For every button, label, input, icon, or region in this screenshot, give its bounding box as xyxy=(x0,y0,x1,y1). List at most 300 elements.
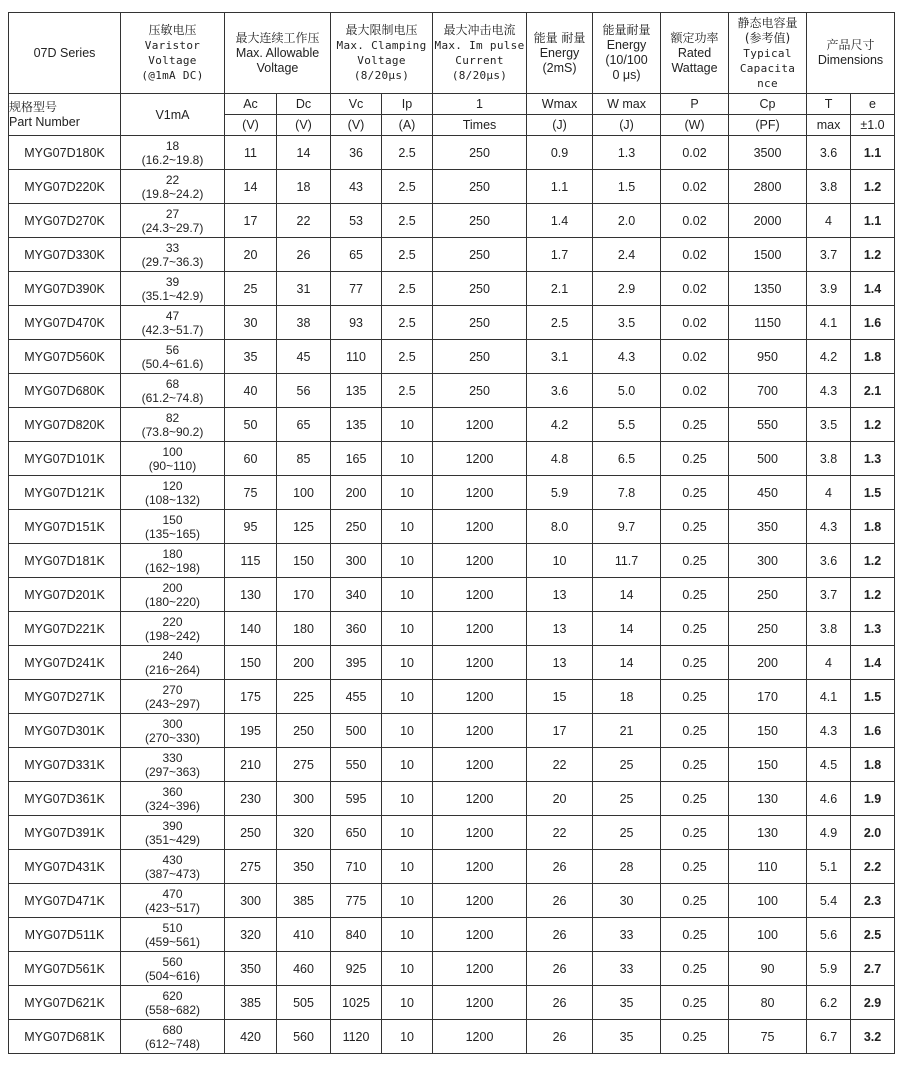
nominal-voltage: 120 xyxy=(162,478,183,493)
capacitance-value: 90 xyxy=(729,952,807,986)
energy-10-1000-value: 14 xyxy=(593,646,661,680)
ip-value: 2.5 xyxy=(382,238,433,272)
varistor-voltage xyxy=(121,612,225,646)
dc-value: 38 xyxy=(277,306,331,340)
part-number: MYG07D621K xyxy=(9,986,121,1020)
table-row xyxy=(9,170,895,204)
energy-2ms-value: 3.1 xyxy=(527,340,593,374)
nominal-voltage: 620 xyxy=(162,988,183,1003)
symbol-vc: Vc xyxy=(331,94,382,115)
table-row xyxy=(9,986,895,1020)
ip-value: 10 xyxy=(382,816,433,850)
lead-spacing-value: 1.8 xyxy=(851,340,895,374)
voltage-range: (135~165) xyxy=(144,526,201,541)
part-number: MYG07D330K xyxy=(9,238,121,272)
nominal-voltage: 360 xyxy=(162,784,183,799)
ip-value: 10 xyxy=(382,510,433,544)
thickness-value: 3.8 xyxy=(807,612,851,646)
voltage-range: (90~110) xyxy=(148,458,197,473)
ac-value: 11 xyxy=(225,136,277,170)
voltage-range: (243~297) xyxy=(144,696,201,711)
ip-value: 10 xyxy=(382,646,433,680)
ip-value: 2.5 xyxy=(382,272,433,306)
nominal-voltage: 270 xyxy=(162,682,183,697)
vc-value: 595 xyxy=(331,782,382,816)
table-row xyxy=(9,680,895,714)
energy-2ms-value: 26 xyxy=(527,986,593,1020)
ac-value: 230 xyxy=(225,782,277,816)
table-row xyxy=(9,646,895,680)
varistor-voltage xyxy=(121,1020,225,1054)
thickness-value: 5.4 xyxy=(807,884,851,918)
varistor-voltage xyxy=(121,170,225,204)
impulse-times: 1200 xyxy=(433,714,527,748)
rated-wattage-value: 0.25 xyxy=(661,544,729,578)
nominal-voltage: 330 xyxy=(162,750,183,765)
rated-wattage-value: 0.25 xyxy=(661,850,729,884)
thickness-value: 3.8 xyxy=(807,442,851,476)
ac-value: 30 xyxy=(225,306,277,340)
capacitance-value: 75 xyxy=(729,1020,807,1054)
energy-2ms-value: 26 xyxy=(527,850,593,884)
capacitance-value: 130 xyxy=(729,816,807,850)
symbol-e: e xyxy=(851,94,895,115)
vc-value: 840 xyxy=(331,918,382,952)
lead-spacing-value: 2.2 xyxy=(851,850,895,884)
lead-spacing-value: 1.8 xyxy=(851,748,895,782)
energy-10-1000-value: 5.0 xyxy=(593,374,661,408)
voltage-range: (612~748) xyxy=(144,1036,201,1051)
rated-wattage-value: 0.25 xyxy=(661,442,729,476)
capacitance-value: 1500 xyxy=(729,238,807,272)
lead-spacing-value: 1.6 xyxy=(851,306,895,340)
rated-wattage-value: 0.02 xyxy=(661,306,729,340)
unit-vc: (V) xyxy=(331,115,382,136)
vc-value: 500 xyxy=(331,714,382,748)
vc-value: 300 xyxy=(331,544,382,578)
ac-value: 150 xyxy=(225,646,277,680)
energy-10-1000-value: 2.4 xyxy=(593,238,661,272)
voltage-range: (162~198) xyxy=(144,560,201,575)
energy-10-1000-value: 14 xyxy=(593,612,661,646)
part-number: MYG07D431K xyxy=(9,850,121,884)
dc-value: 320 xyxy=(277,816,331,850)
energy-2ms-value: 1.1 xyxy=(527,170,593,204)
capacitance-value: 150 xyxy=(729,748,807,782)
table-row xyxy=(9,374,895,408)
ip-value: 2.5 xyxy=(382,170,433,204)
part-number: MYG07D331K xyxy=(9,748,121,782)
unit-p: (W) xyxy=(661,115,729,136)
energy-2ms-value: 17 xyxy=(527,714,593,748)
symbol-dc: Dc xyxy=(277,94,331,115)
part-number: MYG07D301K xyxy=(9,714,121,748)
thickness-value: 4.1 xyxy=(807,306,851,340)
dc-value: 505 xyxy=(277,986,331,1020)
table-row xyxy=(9,578,895,612)
part-number: MYG07D390K xyxy=(9,272,121,306)
energy-2ms-header: 能量 耐量 Energy (2mS) xyxy=(527,13,593,94)
varistor-voltage xyxy=(121,374,225,408)
lead-spacing-value: 2.5 xyxy=(851,918,895,952)
dc-value: 385 xyxy=(277,884,331,918)
vc-value: 340 xyxy=(331,578,382,612)
varistor-voltage xyxy=(121,544,225,578)
part-number-header: 规格型号 Part Number xyxy=(9,94,121,136)
capacitance-value: 110 xyxy=(729,850,807,884)
voltage-range: (558~682) xyxy=(144,1002,201,1017)
thickness-value: 3.8 xyxy=(807,170,851,204)
voltage-range: (50.4~61.6) xyxy=(141,356,204,371)
part-number: MYG07D121K xyxy=(9,476,121,510)
energy-10-1000-value: 25 xyxy=(593,748,661,782)
varistor-voltage xyxy=(121,306,225,340)
vc-value: 360 xyxy=(331,612,382,646)
voltage-range: (73.8~90.2) xyxy=(141,424,204,439)
lead-spacing-value: 1.1 xyxy=(851,204,895,238)
impulse-times: 1200 xyxy=(433,918,527,952)
part-number: MYG07D561K xyxy=(9,952,121,986)
nominal-voltage: 560 xyxy=(162,954,183,969)
impulse-times: 1200 xyxy=(433,782,527,816)
rated-wattage-value: 0.25 xyxy=(661,782,729,816)
impulse-current-header: 最大冲击电流 Max. Im pulse Current (8/20μs) xyxy=(433,13,527,94)
dc-value: 18 xyxy=(277,170,331,204)
energy-2ms-value: 5.9 xyxy=(527,476,593,510)
ac-value: 250 xyxy=(225,816,277,850)
lead-spacing-value: 2.7 xyxy=(851,952,895,986)
voltage-range: (297~363) xyxy=(144,764,201,779)
impulse-times: 250 xyxy=(433,340,527,374)
v1ma-header: V1mA xyxy=(121,94,225,136)
allowable-voltage-header: 最大连续工作压 Max. Allowable Voltage xyxy=(225,13,331,94)
thickness-value: 4.3 xyxy=(807,374,851,408)
nominal-voltage: 47 xyxy=(165,308,180,323)
lead-spacing-value: 1.2 xyxy=(851,544,895,578)
varistor-voltage xyxy=(121,408,225,442)
impulse-times: 250 xyxy=(433,238,527,272)
varistor-spec-table xyxy=(8,12,895,1054)
table-row xyxy=(9,136,895,170)
ip-value: 10 xyxy=(382,680,433,714)
dc-value: 26 xyxy=(277,238,331,272)
lead-spacing-value: 1.4 xyxy=(851,646,895,680)
capacitance-value: 80 xyxy=(729,986,807,1020)
varistor-voltage xyxy=(121,986,225,1020)
vc-value: 1120 xyxy=(331,1020,382,1054)
voltage-range: (180~220) xyxy=(144,594,201,609)
ip-value: 10 xyxy=(382,544,433,578)
thickness-value: 3.6 xyxy=(807,544,851,578)
thickness-value: 4.6 xyxy=(807,782,851,816)
voltage-range: (270~330) xyxy=(144,730,201,745)
varistor-voltage xyxy=(121,782,225,816)
lead-spacing-value: 1.6 xyxy=(851,714,895,748)
impulse-times: 1200 xyxy=(433,510,527,544)
vc-value: 77 xyxy=(331,272,382,306)
ip-value: 10 xyxy=(382,748,433,782)
capacitance-value: 2000 xyxy=(729,204,807,238)
energy-2ms-value: 4.2 xyxy=(527,408,593,442)
ac-value: 20 xyxy=(225,238,277,272)
series-title: 07D Series xyxy=(9,13,121,94)
dc-value: 65 xyxy=(277,408,331,442)
energy-2ms-value: 22 xyxy=(527,816,593,850)
impulse-times: 1200 xyxy=(433,612,527,646)
ac-value: 175 xyxy=(225,680,277,714)
nominal-voltage: 180 xyxy=(162,546,183,561)
voltage-range: (29.7~36.3) xyxy=(141,254,204,269)
varistor-voltage xyxy=(121,272,225,306)
header-row-symbols xyxy=(9,94,895,115)
dc-value: 560 xyxy=(277,1020,331,1054)
vc-value: 200 xyxy=(331,476,382,510)
energy-10-1000-value: 21 xyxy=(593,714,661,748)
ac-value: 50 xyxy=(225,408,277,442)
impulse-times: 250 xyxy=(433,272,527,306)
ac-value: 17 xyxy=(225,204,277,238)
rated-wattage-value: 0.02 xyxy=(661,238,729,272)
voltage-range: (61.2~74.8) xyxy=(141,390,204,405)
table-row xyxy=(9,748,895,782)
table-row xyxy=(9,340,895,374)
ip-value: 2.5 xyxy=(382,374,433,408)
voltage-range: (387~473) xyxy=(144,866,201,881)
varistor-voltage xyxy=(121,850,225,884)
lead-spacing-value: 2.0 xyxy=(851,816,895,850)
ac-value: 420 xyxy=(225,1020,277,1054)
vc-value: 455 xyxy=(331,680,382,714)
symbol-wmax: Wmax xyxy=(527,94,593,115)
vc-value: 36 xyxy=(331,136,382,170)
nominal-voltage: 510 xyxy=(162,920,183,935)
ip-value: 2.5 xyxy=(382,340,433,374)
lead-spacing-value: 1.2 xyxy=(851,578,895,612)
table-row xyxy=(9,476,895,510)
thickness-value: 3.9 xyxy=(807,272,851,306)
nominal-voltage: 39 xyxy=(165,274,180,289)
thickness-value: 4 xyxy=(807,204,851,238)
voltage-range: (351~429) xyxy=(144,832,201,847)
ac-value: 385 xyxy=(225,986,277,1020)
energy-10-1000-value: 7.8 xyxy=(593,476,661,510)
energy-10-1000-header: 能量耐量 Energy (10/100 0 μs) xyxy=(593,13,661,94)
part-number: MYG07D470K xyxy=(9,306,121,340)
voltage-range: (423~517) xyxy=(144,900,201,915)
impulse-times: 1200 xyxy=(433,748,527,782)
ip-value: 2.5 xyxy=(382,136,433,170)
energy-2ms-value: 13 xyxy=(527,578,593,612)
energy-2ms-value: 3.6 xyxy=(527,374,593,408)
dc-value: 22 xyxy=(277,204,331,238)
impulse-times: 1200 xyxy=(433,1020,527,1054)
part-number: MYG07D151K xyxy=(9,510,121,544)
vc-value: 550 xyxy=(331,748,382,782)
energy-2ms-value: 26 xyxy=(527,884,593,918)
rated-wattage-value: 0.02 xyxy=(661,136,729,170)
energy-2ms-value: 0.9 xyxy=(527,136,593,170)
energy-2ms-value: 1.4 xyxy=(527,204,593,238)
part-number: MYG07D511K xyxy=(9,918,121,952)
rated-wattage-value: 0.25 xyxy=(661,578,729,612)
table-row xyxy=(9,884,895,918)
table-row xyxy=(9,782,895,816)
rated-wattage-value: 0.25 xyxy=(661,918,729,952)
ac-value: 60 xyxy=(225,442,277,476)
ip-value: 10 xyxy=(382,442,433,476)
capacitance-value: 700 xyxy=(729,374,807,408)
impulse-times: 1200 xyxy=(433,408,527,442)
part-number: MYG07D101K xyxy=(9,442,121,476)
ac-value: 210 xyxy=(225,748,277,782)
part-number: MYG07D820K xyxy=(9,408,121,442)
nominal-voltage: 22 xyxy=(165,172,180,187)
voltage-range: (35.1~42.9) xyxy=(141,288,204,303)
vc-value: 135 xyxy=(331,408,382,442)
energy-2ms-value: 2.1 xyxy=(527,272,593,306)
thickness-value: 4.1 xyxy=(807,680,851,714)
ac-value: 35 xyxy=(225,340,277,374)
capacitance-header: 静态电容量 (参考值) Typical Capacita nce xyxy=(729,13,807,94)
part-number: MYG07D180K xyxy=(9,136,121,170)
ip-value: 10 xyxy=(382,918,433,952)
capacitance-value: 950 xyxy=(729,340,807,374)
capacitance-value: 1350 xyxy=(729,272,807,306)
vc-value: 43 xyxy=(331,170,382,204)
capacitance-value: 250 xyxy=(729,578,807,612)
rated-wattage-value: 0.25 xyxy=(661,510,729,544)
part-number: MYG07D220K xyxy=(9,170,121,204)
thickness-value: 5.1 xyxy=(807,850,851,884)
lead-spacing-value: 1.8 xyxy=(851,510,895,544)
impulse-times: 250 xyxy=(433,306,527,340)
varistor-voltage xyxy=(121,136,225,170)
ac-value: 300 xyxy=(225,884,277,918)
unit-times: Times xyxy=(433,115,527,136)
table-row xyxy=(9,1020,895,1054)
dc-value: 14 xyxy=(277,136,331,170)
vc-value: 93 xyxy=(331,306,382,340)
rated-wattage-value: 0.25 xyxy=(661,408,729,442)
vc-value: 110 xyxy=(331,340,382,374)
symbol-times: 1 xyxy=(433,94,527,115)
rated-wattage-value: 0.25 xyxy=(661,714,729,748)
energy-2ms-value: 2.5 xyxy=(527,306,593,340)
impulse-times: 1200 xyxy=(433,476,527,510)
nominal-voltage: 150 xyxy=(162,512,183,527)
symbol-ip: Ip xyxy=(382,94,433,115)
lead-spacing-value: 1.5 xyxy=(851,476,895,510)
voltage-range: (19.8~24.2) xyxy=(141,186,204,201)
part-number: MYG07D201K xyxy=(9,578,121,612)
dc-value: 200 xyxy=(277,646,331,680)
energy-2ms-value: 10 xyxy=(527,544,593,578)
nominal-voltage: 430 xyxy=(162,852,183,867)
nominal-voltage: 240 xyxy=(162,648,183,663)
voltage-range: (198~242) xyxy=(144,628,201,643)
rated-wattage-value: 0.25 xyxy=(661,646,729,680)
voltage-range: (24.3~29.7) xyxy=(141,220,204,235)
dc-value: 31 xyxy=(277,272,331,306)
rated-wattage-value: 0.25 xyxy=(661,612,729,646)
varistor-voltage xyxy=(121,204,225,238)
symbol-ac: Ac xyxy=(225,94,277,115)
ip-value: 2.5 xyxy=(382,306,433,340)
dc-value: 170 xyxy=(277,578,331,612)
capacitance-value: 100 xyxy=(729,918,807,952)
ip-value: 10 xyxy=(382,578,433,612)
part-number: MYG07D221K xyxy=(9,612,121,646)
rated-wattage-value: 0.25 xyxy=(661,884,729,918)
table-row xyxy=(9,544,895,578)
part-number: MYG07D361K xyxy=(9,782,121,816)
table-row xyxy=(9,408,895,442)
ip-value: 10 xyxy=(382,850,433,884)
table-row xyxy=(9,816,895,850)
thickness-value: 4 xyxy=(807,646,851,680)
energy-10-1000-value: 2.0 xyxy=(593,204,661,238)
lead-spacing-value: 1.1 xyxy=(851,136,895,170)
energy-10-1000-value: 9.7 xyxy=(593,510,661,544)
thickness-value: 6.2 xyxy=(807,986,851,1020)
capacitance-value: 150 xyxy=(729,714,807,748)
lead-spacing-value: 2.1 xyxy=(851,374,895,408)
voltage-range: (324~396) xyxy=(144,798,201,813)
energy-10-1000-value: 25 xyxy=(593,816,661,850)
symbol-p: P xyxy=(661,94,729,115)
table-row xyxy=(9,714,895,748)
symbol-t: T xyxy=(807,94,851,115)
part-number: MYG07D391K xyxy=(9,816,121,850)
energy-10-1000-value: 11.7 xyxy=(593,544,661,578)
ip-value: 10 xyxy=(382,986,433,1020)
energy-10-1000-value: 4.3 xyxy=(593,340,661,374)
varistor-voltage xyxy=(121,952,225,986)
ac-value: 275 xyxy=(225,850,277,884)
varistor-voltage xyxy=(121,680,225,714)
thickness-value: 4.5 xyxy=(807,748,851,782)
energy-2ms-value: 4.8 xyxy=(527,442,593,476)
rated-wattage-header: 额定功率 Rated Wattage xyxy=(661,13,729,94)
dc-value: 250 xyxy=(277,714,331,748)
energy-10-1000-value: 1.3 xyxy=(593,136,661,170)
energy-10-1000-value: 33 xyxy=(593,918,661,952)
part-number: MYG07D181K xyxy=(9,544,121,578)
table-row xyxy=(9,850,895,884)
capacitance-value: 3500 xyxy=(729,136,807,170)
rated-wattage-value: 0.25 xyxy=(661,476,729,510)
unit-dc: (V) xyxy=(277,115,331,136)
capacitance-value: 1150 xyxy=(729,306,807,340)
ac-value: 75 xyxy=(225,476,277,510)
energy-10-1000-value: 1.5 xyxy=(593,170,661,204)
ip-value: 2.5 xyxy=(382,204,433,238)
impulse-times: 1200 xyxy=(433,442,527,476)
energy-10-1000-value: 28 xyxy=(593,850,661,884)
dc-value: 180 xyxy=(277,612,331,646)
varistor-voltage xyxy=(121,918,225,952)
energy-2ms-value: 8.0 xyxy=(527,510,593,544)
nominal-voltage: 27 xyxy=(165,206,180,221)
energy-2ms-value: 26 xyxy=(527,918,593,952)
rated-wattage-value: 0.25 xyxy=(661,952,729,986)
table-row xyxy=(9,952,895,986)
table-row xyxy=(9,238,895,272)
unit-t: max xyxy=(807,115,851,136)
energy-2ms-value: 13 xyxy=(527,612,593,646)
rated-wattage-value: 0.02 xyxy=(661,204,729,238)
nominal-voltage: 200 xyxy=(162,580,183,595)
